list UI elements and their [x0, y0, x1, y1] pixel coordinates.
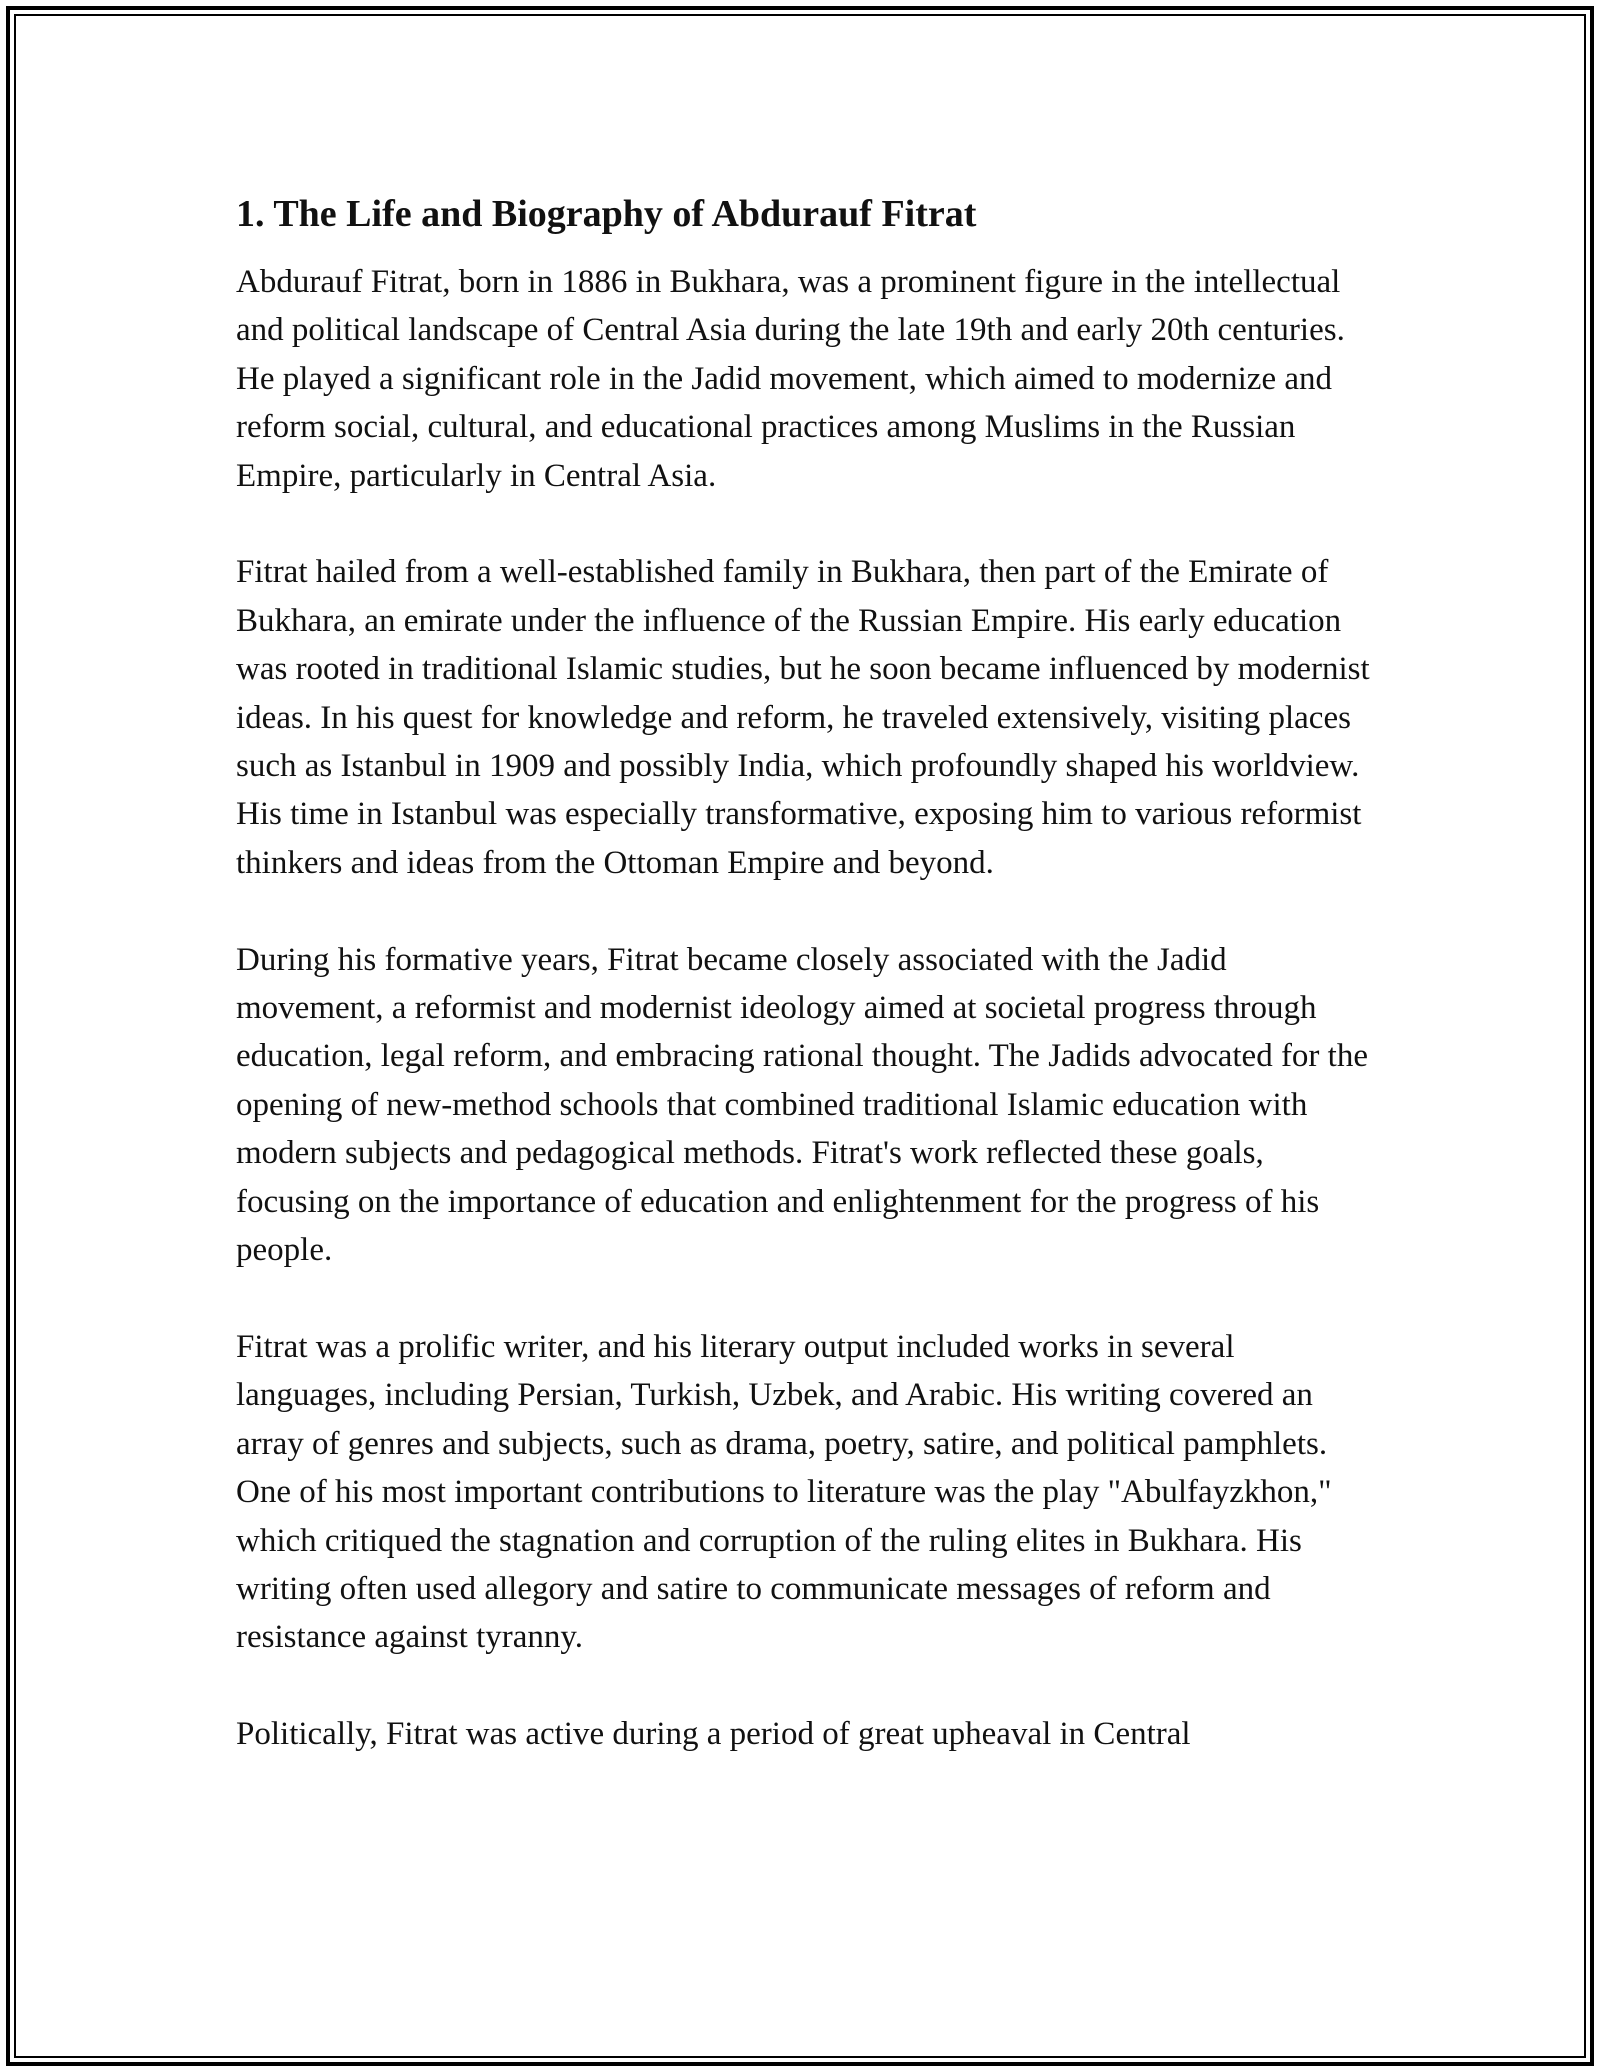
paragraph-4: Fitrat was a prolific writer, and his literary output included works in several languages, including Persian, Turkish, Uzbek, and Arabic. His writing covered an array of genres and subjects, such as drama, poetry, satire, and political pamphlets. One of his most important contributions to literature was the play "Abulfayzkhon," which critiqued the stagnation and corruption of the ruling elites in Bukhara. His writing often used allegory and satire to communicate messages of reform and resistance against tyranny. [236, 1328, 1332, 1656]
paragraph-3: During his formative years, Fitrat became closely associated with the Jadid movement, a reformist and modernist ideology aimed at societal progress through education, legal reform, and embracing rational thought. The Jadids advocated for the opening of new-method schools that combined traditional Islamic education with modern subjects and pedagogical methods. Fitrat's work reflected these goals, focusing on the importance of education and enlightenment for the progress of his people. [236, 941, 1368, 1269]
section-heading: 1. The Life and Biography of Abdurauf Fitrat [236, 193, 977, 235]
document-body [236, 186, 1376, 1807]
paragraph-1: Abdurauf Fitrat, born in 1886 in Bukhara, was a prominent figure in the intellectual and political landscape of Central Asia during the late 19th and early 20th centuries. He played a significant role in the Jadid movement, which aimed to modernize and reform social, cultural, and educational practices among Muslims in the Russian Empire, particularly in Central Asia. [236, 264, 1345, 494]
paragraph-2: Fitrat hailed from a well-established family in Bukhara, then part of the Emirate of Bukhara, an emirate under the influence of the Russian Empire. His early education was rooted in traditional Islamic studies, but he soon became influenced by modernist ideas. In his quest for knowledge and reform, he traveled extensively, visiting places such as Istanbul in 1909 and possibly India, which profoundly shaped his worldview. His time in Istanbul was especially transformative, exposing him to various reformist thinkers and ideas from the Ottoman Empire and beyond. [236, 554, 1370, 881]
paragraph-5: Politically, Fitrat was active during a period of great upheaval in Central [236, 1716, 1191, 1753]
